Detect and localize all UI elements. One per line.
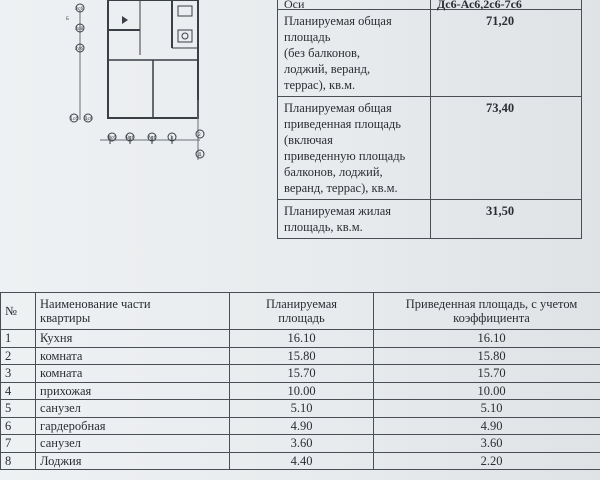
table-row	[1, 435, 600, 453]
header-name	[36, 293, 230, 330]
label-line: площадь	[284, 30, 331, 44]
header-reduced-area	[374, 293, 600, 330]
label-line: Планируемая жилая	[284, 204, 392, 218]
header-line: квартиры	[40, 311, 91, 325]
living-area-label	[278, 200, 431, 239]
row-num: 6	[1, 417, 36, 435]
row-area: 4.90	[230, 417, 374, 435]
reduced-area-value: 73,40	[431, 97, 582, 200]
label-line: Планируемая общая	[284, 14, 392, 28]
label-line: (без балконов,	[284, 46, 361, 60]
reduced-area-label	[278, 97, 431, 200]
label-line: балконов, лоджий,	[284, 165, 383, 179]
floor-plan-drawing	[60, 0, 220, 170]
table-row	[1, 452, 600, 470]
row-num: 5	[1, 400, 36, 418]
row-reduced: 10.00	[374, 382, 600, 400]
row-name: комната	[36, 365, 230, 383]
row-num: 2	[1, 347, 36, 365]
svg-text:Дс6: Дс6	[84, 117, 93, 122]
header-area	[230, 293, 374, 330]
row-area: 10.00	[230, 382, 374, 400]
total-area-value: 71,20	[431, 10, 582, 97]
row-reduced: 5.10	[374, 400, 600, 418]
row-area: 4.40	[230, 452, 374, 470]
row-reduced: 15.80	[374, 347, 600, 365]
row-area: 16.10	[230, 330, 374, 348]
svg-text:1с6: 1с6	[70, 117, 79, 122]
label-line: приведенная площадь	[284, 117, 401, 131]
floor-plan	[60, 0, 220, 170]
row-area: 15.80	[230, 347, 374, 365]
row-name: Кухня	[36, 330, 230, 348]
table-row	[1, 400, 600, 418]
row-name: санузел	[36, 400, 230, 418]
row-reduced: 15.70	[374, 365, 600, 383]
row-reduced: 2.20	[374, 452, 600, 470]
rooms-header-row	[1, 293, 600, 330]
row-num: 8	[1, 452, 36, 470]
row-reduced: 16.10	[374, 330, 600, 348]
row-name: санузел	[36, 435, 230, 453]
svg-text:3с8: 3с8	[75, 27, 84, 32]
row-reduced: 4.90	[374, 417, 600, 435]
header-line: Приведенная площадь, с учетом	[405, 297, 578, 311]
row-area: 3.60	[230, 435, 374, 453]
svg-text:2: 2	[198, 133, 201, 138]
label-line: террас), кв.м.	[284, 78, 356, 92]
table-row	[1, 365, 600, 383]
header-num: №	[1, 293, 36, 330]
header-line: Планируемая	[265, 297, 338, 311]
header-line: площадь	[278, 311, 325, 325]
svg-text:2с6: 2с6	[75, 47, 84, 52]
living-area-value: 31,50	[431, 200, 582, 239]
info-row-total-area	[278, 10, 582, 97]
row-name: прихожая	[36, 382, 230, 400]
svg-text:Гс6: Гс6	[108, 136, 117, 141]
info-row-living-area	[278, 200, 582, 239]
table-row	[1, 382, 600, 400]
label-line: (включая	[284, 133, 333, 147]
svg-text:Ас6: Ас6	[148, 136, 157, 141]
apartment-info-table	[277, 0, 582, 239]
header-line: Наименование части	[40, 297, 151, 311]
row-name: гардеробная	[36, 417, 230, 435]
row-area: 5.10	[230, 400, 374, 418]
row-num: 3	[1, 365, 36, 383]
row-num: 4	[1, 382, 36, 400]
table-row	[1, 417, 600, 435]
total-area-label	[278, 10, 431, 97]
info-row-reduced-area	[278, 97, 582, 200]
label-line: площадь, кв.м.	[284, 220, 363, 234]
row-reduced: 3.60	[374, 435, 600, 453]
row-area: 15.70	[230, 365, 374, 383]
svg-text:1: 1	[170, 136, 173, 141]
table-row	[1, 330, 600, 348]
label-line: веранд, террас), кв.м.	[284, 181, 398, 195]
label-line: Планируемая общая	[284, 101, 392, 115]
row-num: 1	[1, 330, 36, 348]
row-name: комната	[36, 347, 230, 365]
label-line: лоджий, веранд,	[284, 62, 371, 76]
rooms-table	[0, 292, 600, 470]
label-line: приведенную площадь	[284, 149, 406, 163]
svg-text:Б: Б	[66, 17, 70, 22]
axes-label: Оси	[278, 0, 431, 10]
info-header-row	[278, 0, 582, 10]
svg-text:Д: Д	[198, 153, 202, 158]
row-name: Лоджия	[36, 452, 230, 470]
row-num: 7	[1, 435, 36, 453]
table-row	[1, 347, 600, 365]
header-line: коэффициента	[453, 311, 530, 325]
svg-text:Вс6: Вс6	[126, 136, 135, 141]
axes-value: Дс6-Ас6,2с6-7с6	[431, 0, 582, 10]
svg-text:3с6: 3с6	[75, 7, 84, 12]
